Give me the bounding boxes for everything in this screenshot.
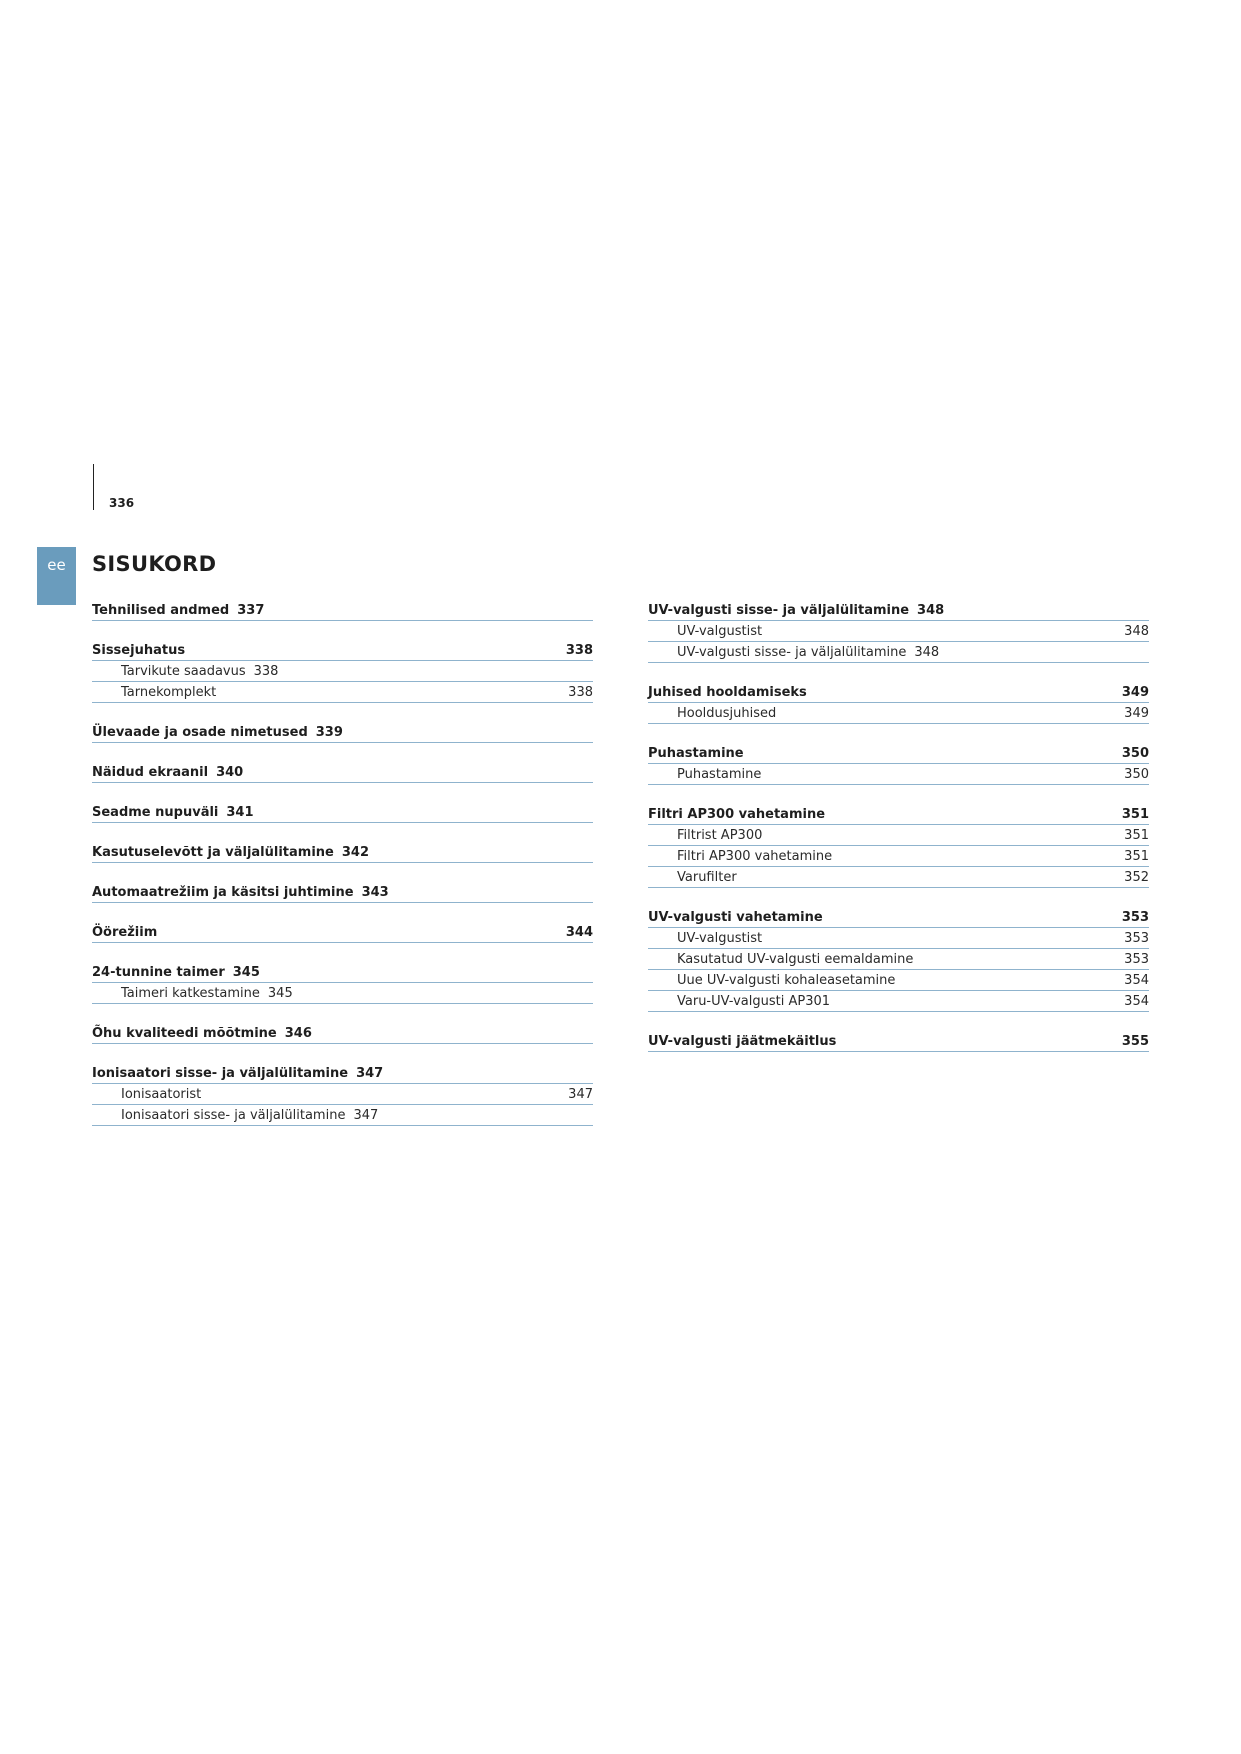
toc-subsection-row[interactable] — [648, 642, 1149, 663]
toc-entry-text: Sissejuhatus — [92, 642, 186, 658]
toc-right-column — [648, 600, 1149, 1071]
toc-section-row[interactable] — [648, 1031, 1149, 1052]
toc-page-number: 354 — [1124, 972, 1149, 988]
toc-section-title — [648, 910, 823, 925]
toc-section — [92, 1063, 593, 1126]
toc-section-title — [92, 765, 243, 780]
toc-entry-text: UV-valgusti vahetamine — [648, 909, 823, 925]
toc-section — [92, 842, 593, 863]
toc-section-row[interactable] — [92, 962, 593, 983]
toc-section-row[interactable] — [92, 762, 593, 783]
toc-entry-text: Tarnekomplekt — [121, 684, 217, 700]
toc-section-title — [92, 1066, 383, 1081]
toc-entry-text: Näidud ekraanil — [92, 764, 209, 780]
toc-page-number: 339 — [315, 724, 343, 740]
toc-section-title — [92, 965, 260, 980]
toc-page-number: 350 — [1124, 766, 1149, 782]
toc-page-number: 347 — [356, 1065, 384, 1081]
toc-section — [92, 600, 593, 621]
toc-section-row[interactable] — [92, 882, 593, 903]
toc-entry-text: Tarvikute saadavus — [121, 663, 246, 679]
toc-page-number: 340 — [216, 764, 244, 780]
toc-section-title — [92, 925, 157, 940]
toc-page-number: 338 — [565, 642, 593, 658]
toc-section-row[interactable] — [92, 1063, 593, 1084]
toc-subsection-label — [677, 973, 895, 988]
toc-entry-text: Ionisaatorist — [121, 1086, 202, 1102]
toc-page-number: 347 — [568, 1086, 593, 1102]
toc-subsection-label — [677, 624, 762, 639]
toc-subsection-label — [121, 986, 293, 1001]
toc-page-number: 351 — [1124, 848, 1149, 864]
toc-entry-text: Taimeri katkestamine — [121, 985, 260, 1001]
toc-page-number: 349 — [1124, 705, 1149, 721]
toc-page-number: 346 — [284, 1025, 312, 1041]
toc-page-number: 353 — [1124, 930, 1149, 946]
toc-section — [648, 907, 1149, 1012]
toc-section — [92, 640, 593, 703]
page-margin-rule — [93, 464, 94, 510]
toc-entry-text: Filtri AP300 vahetamine — [648, 806, 826, 822]
toc-entry-text: Seadme nupuväli — [92, 804, 219, 820]
toc-section-row[interactable] — [92, 922, 593, 943]
toc-page-number: 348 — [1124, 623, 1149, 639]
toc-section-row[interactable] — [648, 743, 1149, 764]
toc-page-number: 351 — [1121, 806, 1149, 822]
toc-page-number: 353 — [1124, 951, 1149, 967]
toc-entry-text: Puhastamine — [648, 745, 744, 761]
page-number: 336 — [109, 496, 135, 510]
toc-entry-text: 24-tunnine taimer — [92, 964, 225, 980]
toc-section-title — [92, 805, 254, 820]
toc-page-number: 338 — [568, 684, 593, 700]
toc-entry-text: Puhastamine — [677, 766, 762, 782]
toc-section-row[interactable] — [648, 600, 1149, 621]
toc-subsection-label — [121, 1087, 201, 1102]
toc-section-title — [92, 845, 369, 860]
toc-entry-text: UV-valgusti jäätmekäitlus — [648, 1033, 837, 1049]
toc-entry-text: Öörežiim — [92, 924, 158, 940]
toc-section-title — [648, 746, 744, 761]
toc-section — [92, 762, 593, 783]
toc-page-number: 349 — [1121, 684, 1149, 700]
toc-subsection-row[interactable] — [92, 682, 593, 703]
toc-page-number: 352 — [1124, 869, 1149, 885]
toc-entry-text: Uue UV-valgusti kohaleasetamine — [677, 972, 896, 988]
toc-subsection-row[interactable] — [648, 825, 1149, 846]
toc-entry-text: Automaatrežiim ja käsitsi juhtimine — [92, 884, 354, 900]
toc-page-number: 338 — [253, 663, 279, 679]
toc-section — [648, 682, 1149, 724]
toc-section-row[interactable] — [92, 722, 593, 743]
toc-entry-text: UV-valgustist — [677, 623, 763, 639]
toc-subsection-row[interactable] — [92, 983, 593, 1004]
toc-section-row[interactable] — [648, 682, 1149, 703]
toc-section-title — [92, 603, 264, 618]
toc-page-number: 353 — [1121, 909, 1149, 925]
toc-entry-text: Ülevaade ja osade nimetused — [92, 724, 308, 740]
toc-subsection-row[interactable] — [648, 867, 1149, 888]
toc-subsection-label — [677, 767, 761, 782]
toc-subsection-row[interactable] — [92, 661, 593, 682]
toc-section-title — [648, 603, 944, 618]
toc-page-number: 342 — [341, 844, 370, 860]
toc-subsection-label — [677, 828, 762, 843]
toc-section-title — [92, 885, 389, 900]
toc-subsection-row[interactable] — [648, 949, 1149, 970]
toc-entry-text: Filtri AP300 vahetamine — [677, 848, 833, 864]
toc-section — [92, 802, 593, 823]
language-tab: ee — [37, 547, 76, 605]
toc-section-title — [92, 643, 185, 658]
toc-subsection-label — [677, 931, 762, 946]
toc-subsection-label — [677, 870, 737, 885]
toc-subsection-label — [677, 952, 913, 967]
toc-subsection-row[interactable] — [648, 846, 1149, 867]
toc-page-number: 347 — [353, 1107, 379, 1123]
toc-section-title — [648, 685, 807, 700]
toc-entry-text: Varu-UV-valgusti AP301 — [677, 993, 831, 1009]
toc-entry-text: Filtrist AP300 — [677, 827, 763, 843]
toc-subsection-row[interactable] — [648, 764, 1149, 785]
toc-subsection-row[interactable] — [648, 991, 1149, 1012]
toc-subsection-label — [121, 664, 278, 679]
toc-left-column — [92, 600, 593, 1145]
toc-page-number: 348 — [917, 602, 945, 618]
toc-entry-text: Kasutatud UV-valgusti eemaldamine — [677, 951, 914, 967]
toc-subsection-row[interactable] — [648, 970, 1149, 991]
toc-page-number: 348 — [914, 644, 940, 660]
toc-entry-text: UV-valgusti sisse- ja väljalülitamine — [648, 602, 910, 618]
toc-section — [648, 743, 1149, 785]
toc-subsection-row[interactable] — [92, 1105, 593, 1126]
toc-subsection-label — [677, 706, 776, 721]
toc-entry-text: Varufilter — [677, 869, 737, 885]
toc-entry-text: Hooldusjuhised — [677, 705, 777, 721]
toc-page-number: 341 — [226, 804, 254, 820]
toc-page-number: 337 — [237, 602, 265, 618]
toc-page-number: 344 — [565, 924, 593, 940]
toc-section — [92, 722, 593, 743]
toc-section-row[interactable] — [92, 640, 593, 661]
toc-section-row[interactable] — [648, 907, 1149, 928]
toc-entry-text: Õhu kvaliteedi mõõtmine — [92, 1025, 277, 1041]
toc-page-number: 355 — [1121, 1033, 1149, 1049]
toc-section — [648, 804, 1149, 888]
toc-subsection-row[interactable] — [648, 928, 1149, 949]
toc-section-title — [92, 1026, 312, 1041]
toc-section-title — [648, 807, 825, 822]
toc-section — [92, 922, 593, 943]
toc-section-row[interactable] — [92, 802, 593, 823]
toc-entry-text: Juhised hooldamiseks — [648, 684, 807, 700]
toc-subsection-label — [121, 1108, 378, 1123]
toc-section — [92, 882, 593, 903]
toc-entry-text: Tehnilised andmed — [92, 602, 230, 618]
toc-section-title — [648, 1034, 836, 1049]
toc-section — [648, 600, 1149, 663]
toc-page-number: 354 — [1124, 993, 1149, 1009]
toc-entry-text: UV-valgusti sisse- ja väljalülitamine — [677, 644, 907, 660]
toc-subsection-row[interactable] — [92, 1084, 593, 1105]
toc-section — [648, 1031, 1149, 1052]
toc-section-title — [92, 725, 343, 740]
toc-subsection-label — [677, 994, 830, 1009]
toc-section-row[interactable] — [648, 804, 1149, 825]
toc-subsection-label — [677, 645, 939, 660]
toc-section-row[interactable] — [92, 1023, 593, 1044]
toc-page-number: 350 — [1121, 745, 1149, 761]
toc-page-number: 343 — [361, 884, 389, 900]
toc-section — [92, 962, 593, 1004]
toc-entry-text: UV-valgustist — [677, 930, 763, 946]
toc-section — [92, 1023, 593, 1044]
toc-page-number: 345 — [267, 985, 293, 1001]
toc-subsection-row[interactable] — [648, 703, 1149, 724]
toc-entry-text: Kasutuselevõtt ja väljalülitamine — [92, 844, 334, 860]
page-title: SISUKORD — [92, 552, 217, 576]
toc-page-number: 351 — [1124, 827, 1149, 843]
toc-subsection-row[interactable] — [648, 621, 1149, 642]
toc-entry-text: Ionisaatori sisse- ja väljalülitamine — [121, 1107, 346, 1123]
toc-section-row[interactable] — [92, 600, 593, 621]
toc-entry-text: Ionisaatori sisse- ja väljalülitamine — [92, 1065, 349, 1081]
toc-subsection-label — [121, 685, 216, 700]
toc-page-number: 345 — [232, 964, 260, 980]
toc-section-row[interactable] — [92, 842, 593, 863]
toc-subsection-label — [677, 849, 832, 864]
